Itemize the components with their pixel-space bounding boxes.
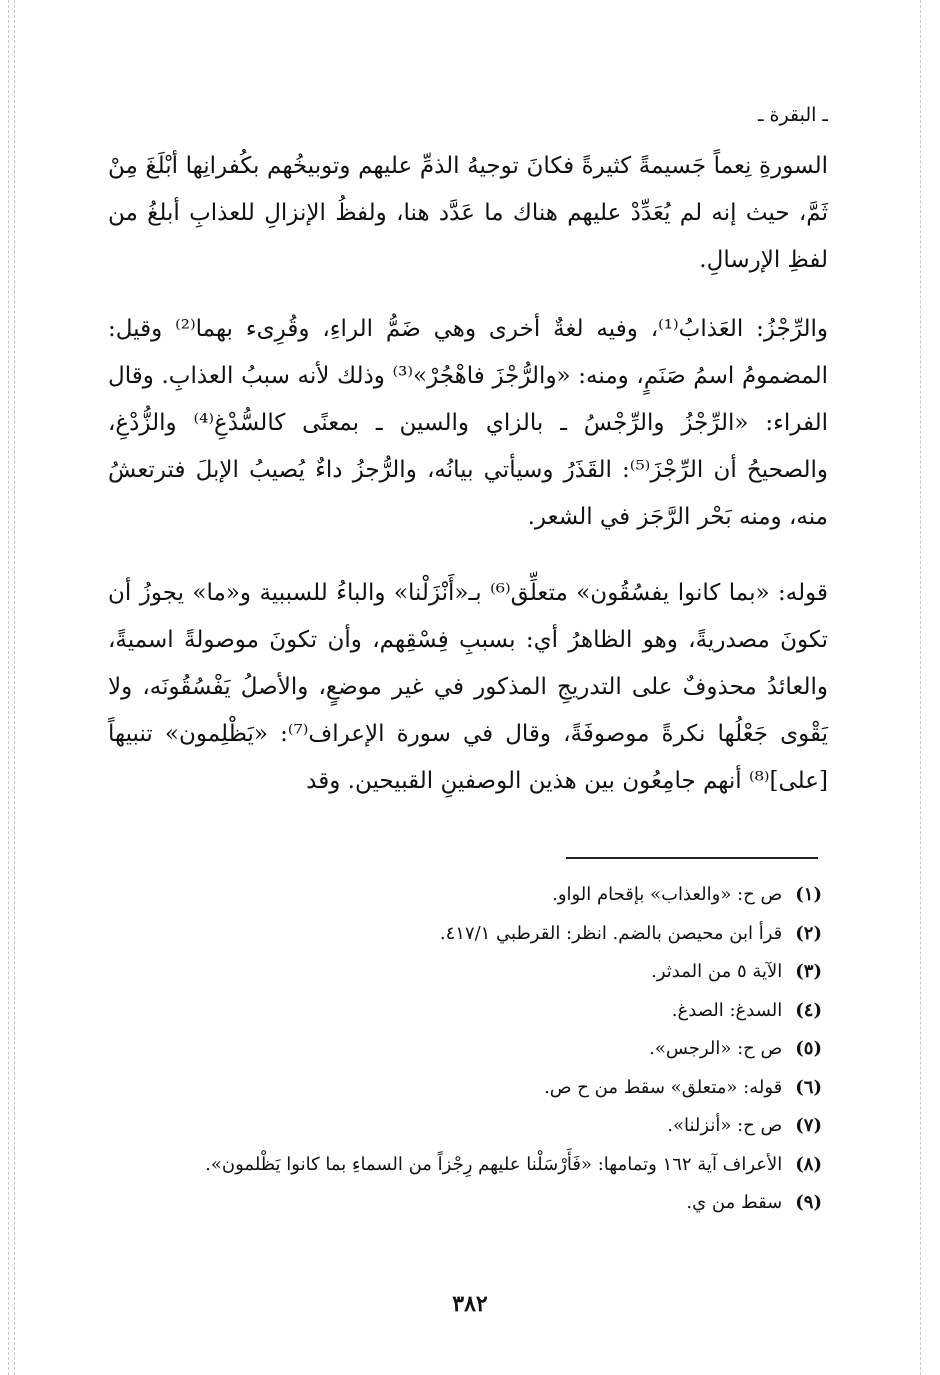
footnote-number: (٨) <box>795 1153 822 1175</box>
paragraph-2: والرِّجْزُ: العَذابُ⁽¹⁾، وفيه لغةٌ أخرى وهي ضَمُّ الراءِ، وقُرِىء بهما⁽²⁾ وقيل: المضمومُ اسمُ صَنَمٍ، ومنه: «والرُّجْزَ فاهْجُرْ»⁽³⁾ وذلك لأنه سببُ العذابِ. وقال الفراء: «الرِّجْزُ والرِّجْسُ ـ بالزاي والسين ـ بمعنًى كالسُّدْغِ⁽⁴⁾ والزُّدْغِ، والصحيحُ أن الرِّجْزَ⁽⁵⁾: القَذَرُ وسيأتي بيانُه، والرُّجزُ داءٌ يُصيبُ الإبلَ فترتعشُ منه، ومنه بَحْر الرَّجَز في الشعر. <box>108 316 829 530</box>
footnote-number: (٢) <box>795 922 822 944</box>
footnote-5 <box>108 1030 822 1069</box>
footnote-8 <box>108 1146 822 1185</box>
footnote-3 <box>108 953 822 992</box>
left-margin-guide-inner <box>14 0 15 1375</box>
footnote-text: ص ح: «أنزلنا». <box>667 1115 783 1136</box>
footnote-2 <box>108 915 822 954</box>
paragraph-3: قوله: «بما كانوا يفسُقُون» متعلِّق⁽⁶⁾ بـ«أَنْزَلْنا» والباءُ للسببية و«ما» يجوزُ أن تكونَ مصدريةً، وهو الظاهرُ أي: بسببِ فِسْقِهم، وأن تكونَ موصولةً اسميةً، والعائدُ محذوفٌ على التدريجِ المذكور في غير موضعٍ، والأصلُ يَفْسُقُونَه، ولا يَقْوى جَعْلُها نكرةً موصوفَةً، وقال في سورة الإعراف⁽⁷⁾: «يَظْلِمون» تنبيهاً [على]⁽⁸⁾ أنهم جامِعُون بين هذين الوصفينِ القبيحين. وقد <box>108 580 828 794</box>
right-margin-guide <box>920 0 921 1375</box>
left-margin-guide <box>8 0 9 1375</box>
footnote-number: (٩) <box>795 1192 822 1213</box>
footnote-number: (٣) <box>795 961 822 982</box>
footnote-text: الآية ٥ من المدثر. <box>651 961 783 982</box>
footnote-text: الأعراف آية ١٦٢ وتمامها: «فَأَرْسَلْنا عليهم رِجْزاً من السماءِ بما كانوا يَظْلمون». <box>205 1153 783 1175</box>
footnote-1 <box>108 876 822 915</box>
footnotes-list <box>108 876 822 1223</box>
footnote-number: (١) <box>795 884 822 905</box>
footnote-7 <box>108 1107 822 1146</box>
paragraph-1: السورةِ نِعماً جَسيمةً كثيرةً فكانَ توجيهُ الذمِّ عليهم وتوبيخُهم بكُفرانِها أبْلَغَ مِنْ ثَمَّ، حيث إنه لم يُعَدِّدْ عليهم هناك ما عَدَّد هنا، ولفظُ الإنزالِ للعذابِ أبلغُ من لفظِ الإرسالِ. <box>108 153 828 273</box>
footnote-number: (٤) <box>795 999 822 1021</box>
footnote-text: قرأ ابن محيصن بالضم. انظر: القرطبي ٤١٧/١. <box>439 922 783 944</box>
footnote-text: ص ح: «والعذاب» بإقحام الواو. <box>552 884 783 905</box>
footnote-4 <box>108 992 822 1031</box>
footnote-text: سقط من ي. <box>686 1192 783 1213</box>
footnote-text: السدغ: الصدغ. <box>671 999 783 1021</box>
footnote-number: (٥) <box>795 1038 822 1059</box>
footnote-text: قوله: «متعلق» سقط من ح ص. <box>544 1076 783 1098</box>
footnote-separator <box>566 857 818 859</box>
footnote-6 <box>108 1069 822 1108</box>
footnote-9 <box>108 1184 822 1223</box>
page-number: ٣٨٢ <box>452 1291 488 1317</box>
footnote-text: ص ح: «الرجس». <box>649 1038 783 1059</box>
running-header: ـ البقرة ـ <box>757 104 828 126</box>
footnote-number: (٧) <box>795 1115 822 1136</box>
footnote-number: (٦) <box>795 1076 822 1098</box>
